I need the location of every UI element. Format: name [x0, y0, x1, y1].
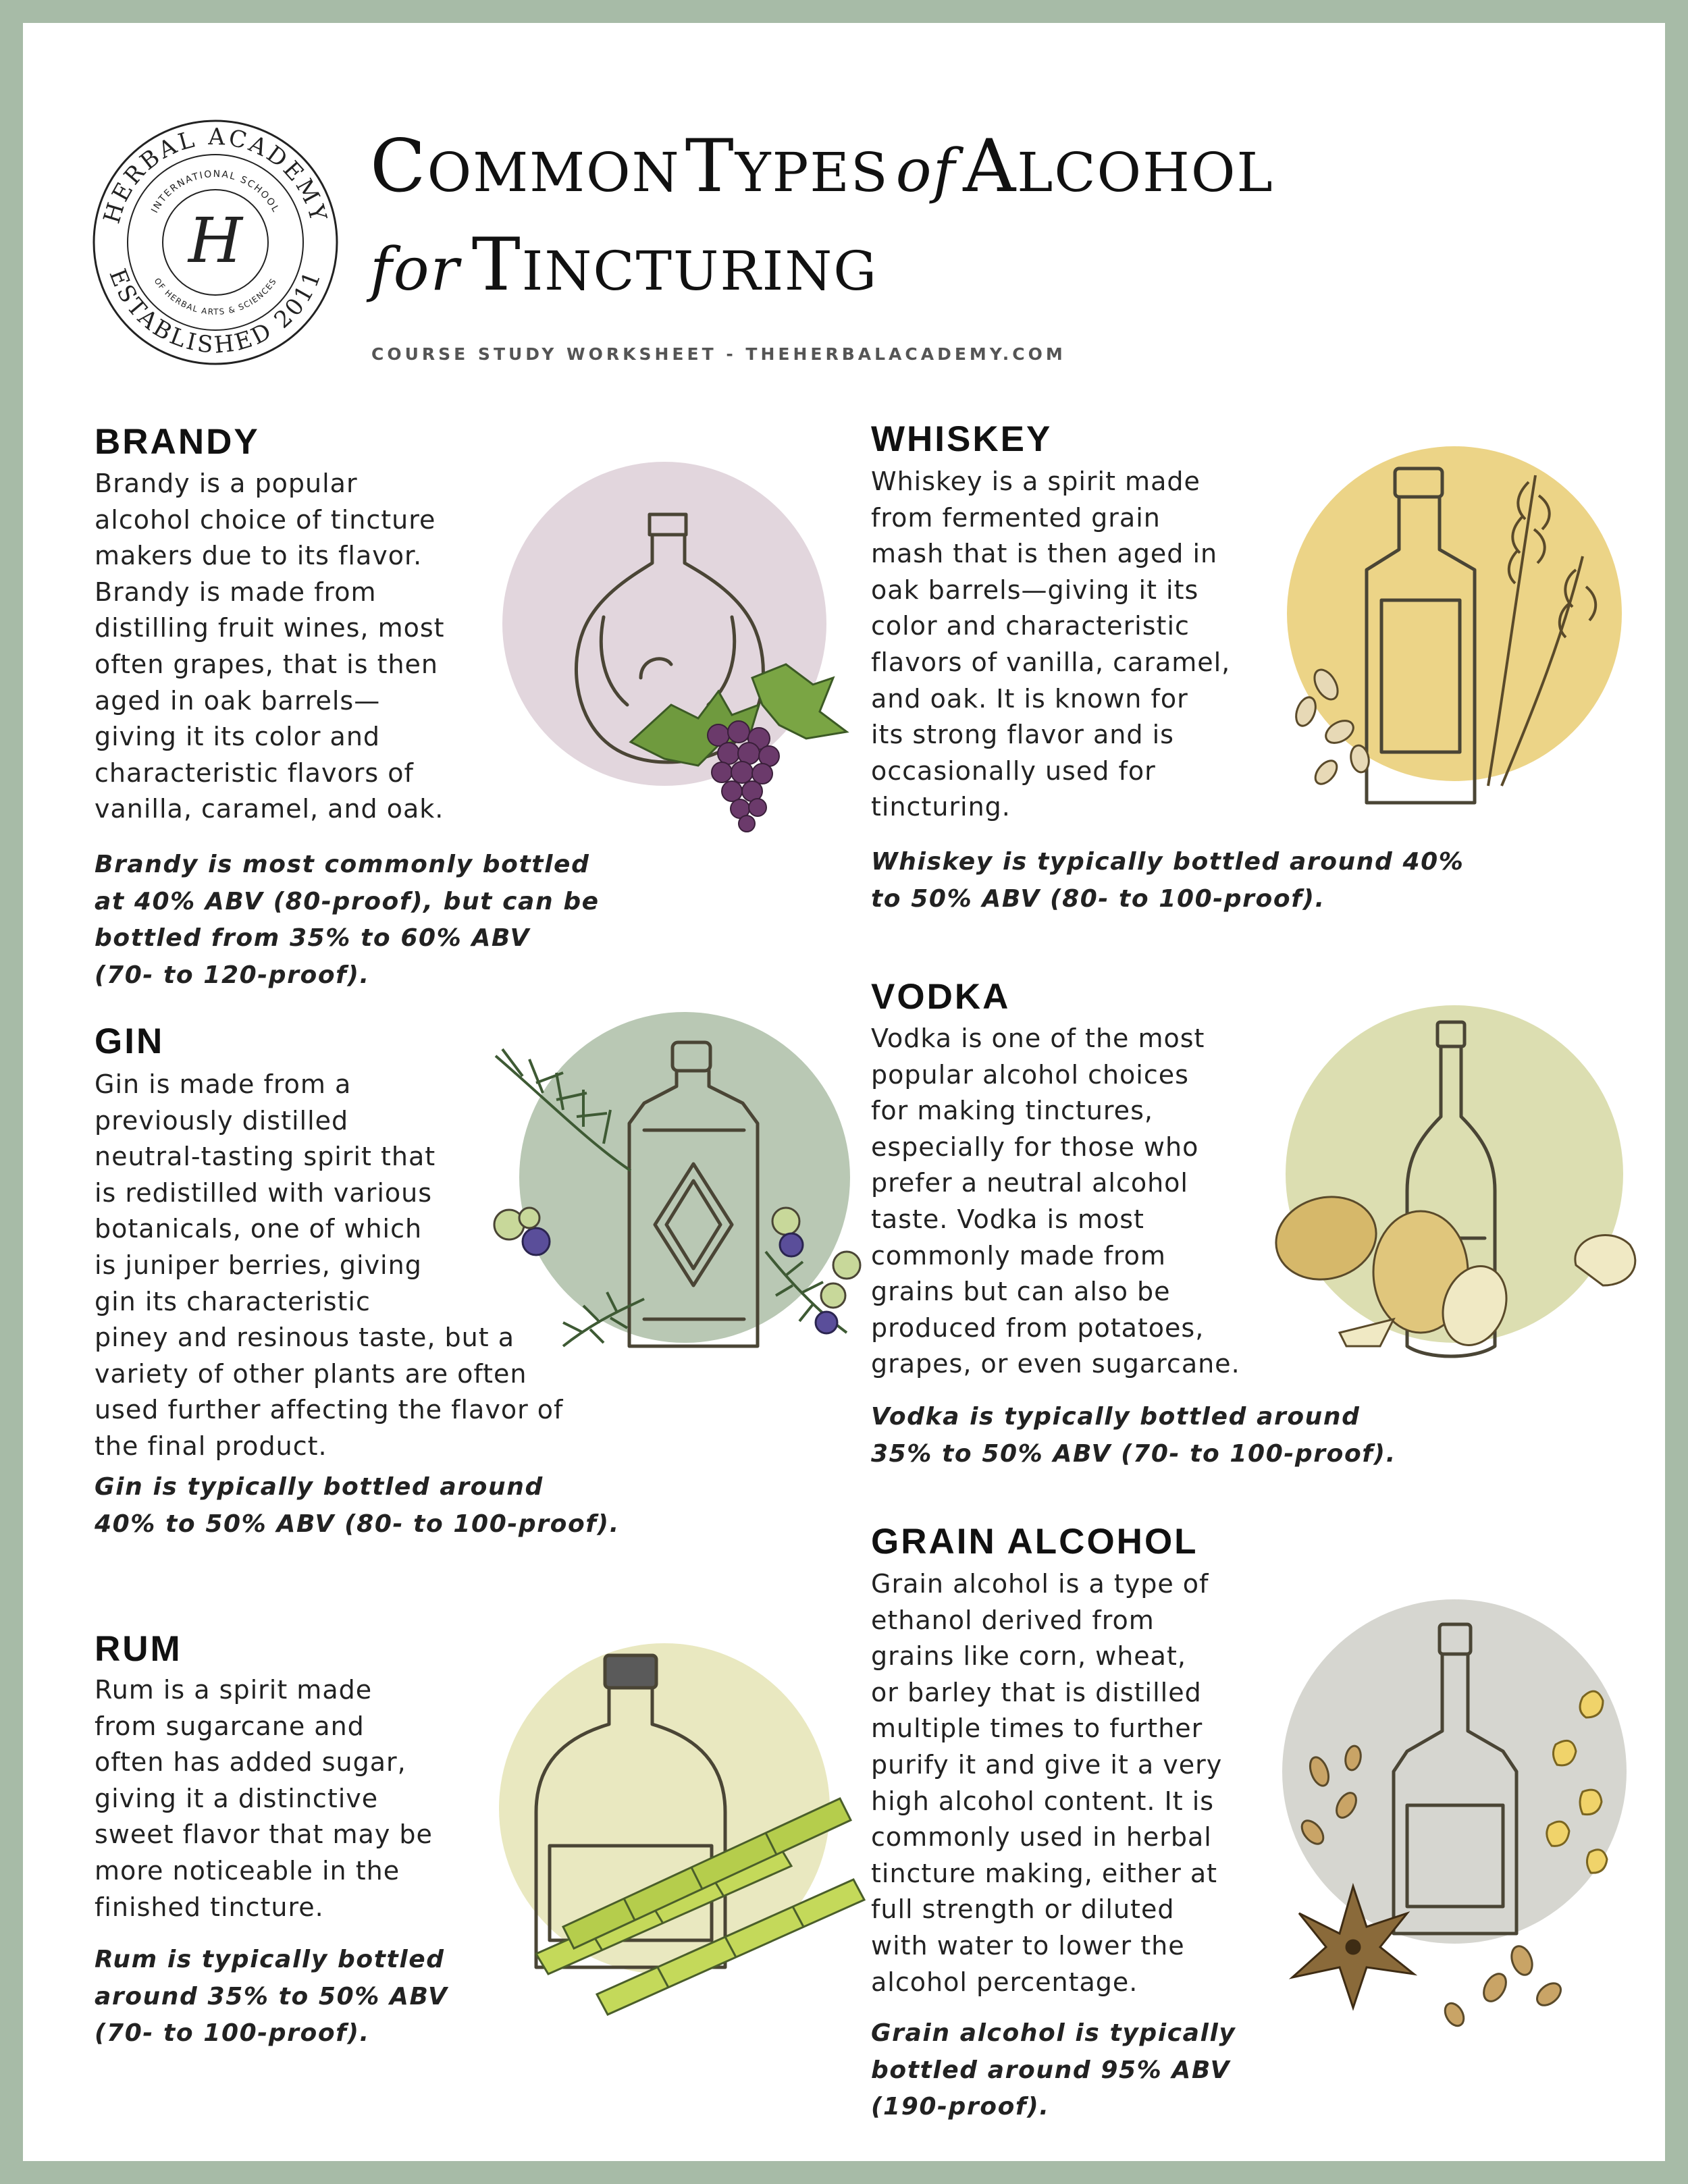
- text-line: sweet flavor that may be: [95, 1819, 433, 1850]
- brandy-abv-note: [95, 847, 600, 994]
- text-line: tincture making, either at: [871, 1858, 1218, 1888]
- grain-alcohol-body: [871, 1566, 1222, 2000]
- text-line: Whiskey is typically bottled around 40%: [871, 848, 1465, 876]
- whiskey-illustration: [1252, 435, 1630, 820]
- logo-ring-bottom: ESTABLISHED 2011: [103, 265, 327, 359]
- gin-illustration: [482, 995, 874, 1373]
- text-line: prefer a neutral alcohol: [871, 1168, 1188, 1198]
- vodka-heading: VODKA: [871, 977, 1011, 1017]
- text-line: occasionally used for: [871, 755, 1156, 786]
- text-line: bottled around 95% ABV: [871, 2056, 1230, 2084]
- text-line: tincturing.: [871, 792, 1011, 822]
- gin-heading: GIN: [95, 1021, 165, 1061]
- gin-abv-note: [95, 1469, 620, 1543]
- text-line: its strong flavor and is: [871, 720, 1174, 750]
- brandy-heading: BRANDY: [95, 422, 260, 462]
- grain-alcohol-heading: GRAIN ALCOHOL: [871, 1522, 1198, 1562]
- text-line: around 35% to 50% ABV: [95, 1982, 448, 2010]
- text-line: Vodka is typically bottled around: [871, 1403, 1361, 1431]
- text-line: high alcohol content. It is: [871, 1786, 1215, 1816]
- text-line: giving it a distinctive: [95, 1783, 379, 1813]
- text-line: from sugarcane and: [95, 1711, 365, 1741]
- text-line: Brandy is a popular: [95, 469, 358, 498]
- rum-illustration: [489, 1630, 867, 2021]
- text-line: the final product.: [95, 1431, 327, 1461]
- text-line: grains but can also be: [871, 1277, 1171, 1307]
- text-line: giving it its color and: [95, 722, 381, 752]
- text-line: for making tinctures,: [871, 1096, 1153, 1126]
- text-line: ethanol derived from: [871, 1605, 1155, 1635]
- text-line: Grain alcohol is typically: [871, 2019, 1236, 2047]
- text-line: 40% to 50% ABV (80- to 100-proof).: [95, 1510, 620, 1538]
- text-line: makers due to its flavor.: [95, 541, 423, 571]
- grain-alcohol-abv-note: [871, 2015, 1236, 2126]
- text-line: used further affecting the flavor of: [95, 1395, 564, 1425]
- text-line: commonly made from: [871, 1240, 1166, 1271]
- text-line: alcohol percentage.: [871, 1967, 1138, 1997]
- text-line: mash that is then aged in: [871, 539, 1218, 569]
- text-line: distilling fruit wines, most: [95, 613, 445, 643]
- text-line: Gin is made from a: [95, 1069, 352, 1099]
- text-line: grapes, or even sugarcane.: [871, 1349, 1240, 1379]
- text-line: is juniper berries, giving: [95, 1250, 422, 1280]
- text-line: flavors of vanilla, caramel,: [871, 647, 1231, 677]
- worksheet-page: [23, 23, 1665, 2161]
- text-line: vanilla, caramel, and oak.: [95, 794, 444, 824]
- text-line: oak barrels—giving it its: [871, 575, 1199, 605]
- text-line: especially for those who: [871, 1131, 1199, 1162]
- logo-ring-top: HERBAL ACADEMY: [98, 123, 333, 227]
- whiskey-heading: WHISKEY: [871, 419, 1053, 459]
- text-line: characteristic flavors of: [95, 757, 414, 788]
- rum-abv-note: [95, 1942, 448, 2052]
- text-line: neutral-tasting spirit that: [95, 1142, 436, 1172]
- brandy-illustration: [496, 462, 874, 840]
- title-line-2: for TINCTURING: [370, 223, 878, 307]
- text-line: bottled from 35% to 60% ABV: [95, 924, 530, 952]
- text-line: (70- to 100-proof).: [95, 2019, 370, 2047]
- text-line: produced from potatoes,: [871, 1312, 1205, 1343]
- text-line: Gin is typically bottled around: [95, 1473, 544, 1501]
- worksheet-subtitle: COURSE STUDY WORKSHEET - THEHERBALACADEMY.COM: [371, 344, 1066, 364]
- text-line: to 50% ABV (80- to 100-proof).: [871, 884, 1325, 913]
- text-line: is redistilled with various: [95, 1177, 433, 1208]
- text-line: taste. Vodka is most: [871, 1204, 1144, 1234]
- logo-inner-bottom: OF HERBAL ARTS & SCIENCES: [152, 276, 279, 317]
- rum-heading: RUM: [95, 1629, 182, 1669]
- text-line: commonly used in herbal: [871, 1822, 1212, 1853]
- text-line: Whiskey is a spirit made: [871, 467, 1201, 496]
- vodka-body: [871, 1021, 1240, 1383]
- text-line: and oak. It is known for: [871, 683, 1188, 714]
- text-line: (190-proof).: [871, 2093, 1050, 2121]
- text-line: from fermented grain: [871, 502, 1161, 533]
- text-line: Vodka is one of the most: [871, 1023, 1205, 1053]
- brandy-body: [95, 466, 445, 828]
- herbal-academy-logo: [90, 117, 340, 367]
- whiskey-abv-note: [871, 844, 1464, 917]
- text-line: Grain alcohol is a type of: [871, 1569, 1209, 1599]
- whiskey-body: [871, 464, 1230, 826]
- text-line: botanicals, one of which: [95, 1214, 423, 1244]
- grapes-icon: [708, 721, 779, 832]
- text-line: Brandy is made from: [95, 577, 377, 607]
- text-line: previously distilled: [95, 1105, 349, 1136]
- title-line-1: COMMON TYPES ofALCOHOL: [370, 124, 1274, 209]
- grain-alcohol-illustration: [1265, 1609, 1657, 2028]
- text-line: with water to lower the: [871, 1930, 1185, 1961]
- text-line: variety of other plants are often: [95, 1358, 527, 1389]
- text-line: aged in oak barrels—: [95, 685, 381, 716]
- text-line: often has added sugar,: [95, 1747, 406, 1778]
- svg-text:OF HERBAL ARTS & SCIENCES: [152, 276, 278, 317]
- text-line: gin its characteristic: [95, 1286, 371, 1316]
- text-line: color and characteristic: [871, 611, 1190, 641]
- text-line: (70- to 120-proof).: [95, 961, 370, 989]
- text-line: piney and resinous taste, but a: [95, 1323, 515, 1353]
- logo-inner-top: INTERNATIONAL SCHOOL: [149, 168, 282, 215]
- vodka-illustration: [1252, 995, 1657, 1373]
- text-line: at 40% ABV (80-proof), but can be: [95, 887, 600, 915]
- vodka-abv-note: [871, 1399, 1396, 1472]
- text-line: Rum is typically bottled: [95, 1946, 445, 1973]
- text-line: purify it and give it a very: [871, 1749, 1223, 1780]
- text-line: more noticeable in the: [95, 1855, 400, 1886]
- text-line: alcohol choice of tincture: [95, 504, 436, 535]
- text-line: multiple times to further: [871, 1713, 1203, 1744]
- text-line: Brandy is most commonly bottled: [95, 851, 590, 878]
- text-line: often grapes, that is then: [95, 649, 439, 679]
- text-line: finished tincture.: [95, 1892, 324, 1922]
- text-line: or barley that is distilled: [871, 1677, 1202, 1707]
- text-line: popular alcohol choices: [871, 1059, 1189, 1090]
- logo-monogram: H: [188, 205, 243, 277]
- text-line: 35% to 50% ABV (70- to 100-proof).: [871, 1439, 1396, 1468]
- rum-body: [95, 1672, 433, 1925]
- text-line: grains like corn, wheat,: [871, 1641, 1186, 1672]
- text-line: full strength or diluted: [871, 1894, 1175, 1925]
- text-line: Rum is a spirit made: [95, 1675, 373, 1705]
